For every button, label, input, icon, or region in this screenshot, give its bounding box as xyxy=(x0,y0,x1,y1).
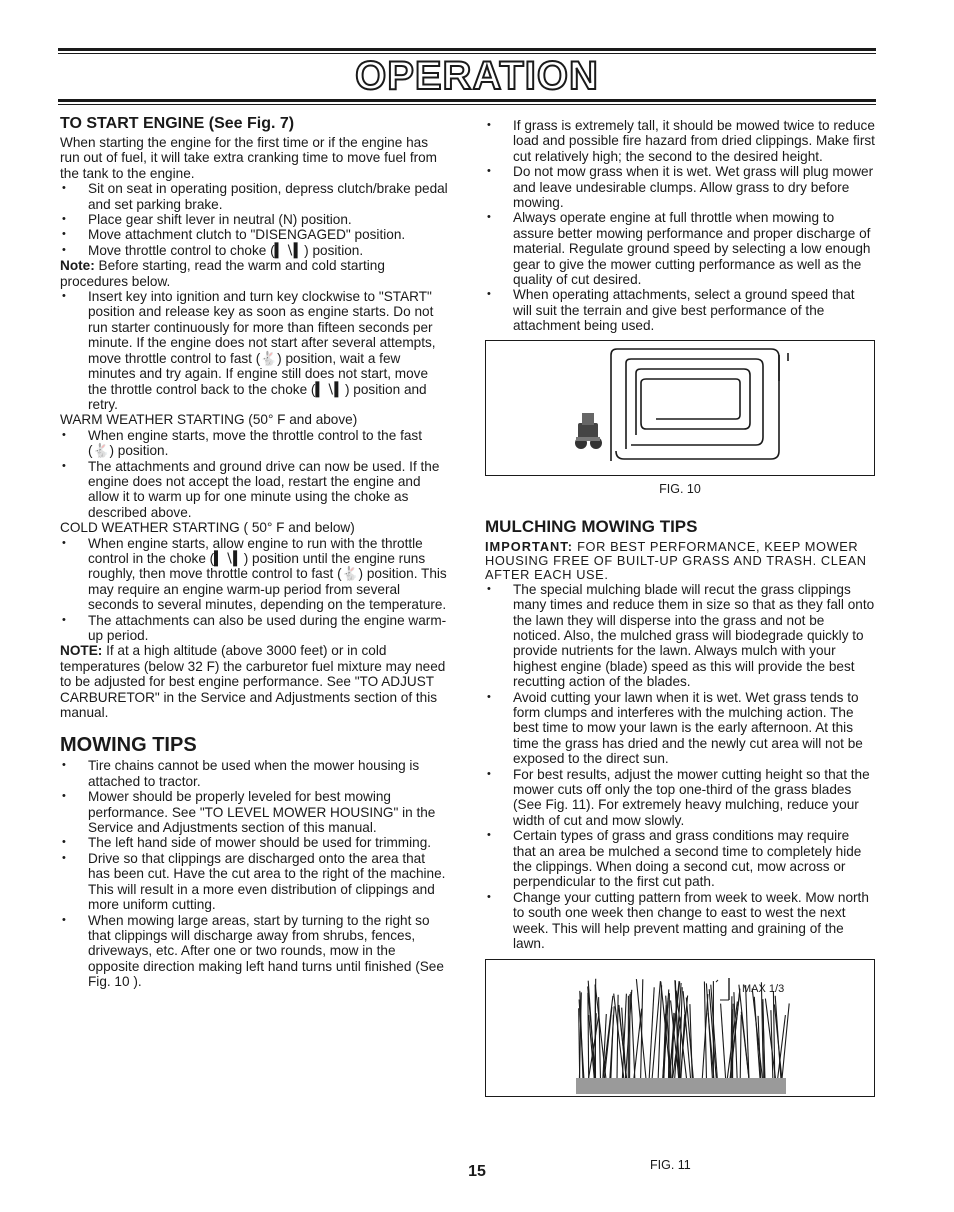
warm-weather-heading: WARM WEATHER STARTING (50° F and above) xyxy=(60,412,358,428)
grass-blade xyxy=(588,993,589,1080)
important-label: IMPORTANT: xyxy=(485,538,573,554)
mulching-heading: MULCHING MOWING TIPS xyxy=(485,516,698,536)
fig11-caption: FIG. 11 xyxy=(650,1158,691,1172)
list-item: • Change your cutting pattern from week to week. Mow north to south one week then change to east to west the next week. This will help prevent matting and graining of the lawn. xyxy=(485,890,875,952)
list-item: • Sit on seat in operating position, depress clutch/brake pedal and set parking brake. xyxy=(60,181,448,212)
note-text: If at a high altitude (above 3000 feet) or in cold temperatures (below 32 F) the carburetor fuel mixture may need to be adjusted for best engine performance. See "TO ADJUST CARBURETOR" in the Service and Adjustments section of this manual. xyxy=(60,643,446,721)
list-item: • For best results, adjust the mower cutting height so that the mower cuts off only the top one-third of the grass blades (See Fig. 11). For extremely heavy mulching, reduce your width of cut and mow slowly. xyxy=(485,767,875,829)
tractor-icon xyxy=(575,413,602,449)
start-engine-heading: TO START ENGINE (See Fig. 7) xyxy=(60,115,295,132)
list-item: • Move attachment clutch to "DISENGAGED" position. xyxy=(60,227,448,242)
grass-blade xyxy=(740,1015,741,1080)
note-label: Note: xyxy=(60,258,95,274)
list-item: • The attachments and ground drive can now be used. If the engine does not accept the load, restart the engine and allow it to warm up for one minute using the choke as described above. xyxy=(60,459,448,521)
list-item: • The left hand side of mower should be used for trimming. xyxy=(60,835,448,850)
list-item: • Tire chains cannot be used when the mower housing is attached to tractor. xyxy=(60,758,448,789)
key-steps-list xyxy=(60,289,448,412)
start-steps-list xyxy=(60,181,448,258)
header-rule-bottom-thin xyxy=(58,104,876,105)
important-text: FOR BEST PERFORMANCE, KEEP MOWER HOUSING FREE OF BUILT-UP GRASS AND TRASH. CLEAN AFTER EACH USE. xyxy=(485,538,867,582)
warm-steps-list xyxy=(60,428,448,520)
list-item: • When engine starts, allow engine to run with the throttle control in the choke (▍∖▍) position until the engine runs roughly, then move throttle control to fast (🐇) position. This may require an engine warm-up period from several seconds to several minutes, depending on the temperature. xyxy=(60,536,448,613)
start-engine-intro: When starting the engine for the first time or if the engine has run out of fuel, it will take extra cranking time to move fuel from the tank to the engine. xyxy=(60,135,438,181)
cold-weather-heading: COLD WEATHER STARTING ( 50° F and below) xyxy=(60,520,355,536)
grass-illustration xyxy=(486,960,874,1096)
grass-blade xyxy=(752,989,762,1080)
list-item: • Place gear shift lever in neutral (N) position. xyxy=(60,212,448,227)
mulching-tips-list xyxy=(485,582,875,952)
mowing-tips-heading: MOWING TIPS xyxy=(60,734,197,757)
mowing-pattern-diagram xyxy=(486,341,874,475)
mowing-tips-list xyxy=(60,758,448,989)
grass-blade xyxy=(617,995,618,1080)
grass-blade xyxy=(599,998,601,1081)
left-column xyxy=(60,114,448,990)
list-item: • When operating attachments, select a ground speed that will suit the terrain and give best performance of the attachment being used. xyxy=(485,287,875,333)
grass-blade xyxy=(631,993,635,1081)
grass-blade xyxy=(721,1004,726,1080)
grass-blade xyxy=(704,982,706,1081)
list-item: • Certain types of grass and grass conditions may require that an area be mulched a second time to completely hide the clippings. When doing a second cut, mow across or perpendicular to the first cut path. xyxy=(485,828,875,890)
right-column xyxy=(485,118,875,1097)
list-item: • Always operate engine at full throttle when mowing to assure better mowing performance and proper discharge of material. Regulate ground speed by selecting a low enough gear to give the mower cutting performance as well as the quality of cut desired. xyxy=(485,210,875,287)
cold-steps-list xyxy=(60,536,448,644)
list-item: • The special mulching blade will recut the grass clippings many times and reduce them in size so that as they fall onto the lawn they will disperse into the grass and not be noticed. Also, the mulched grass will biodegrade quickly to provide nutrients for the lawn. Always mulch with your highest engine (blade) speed as this will provide the best recutting action of the blades. xyxy=(485,582,875,690)
grass-blade xyxy=(579,1009,580,1081)
mowing-tips-continued-list xyxy=(485,118,875,334)
max-one-third-label: MAX 1/3 xyxy=(742,983,785,996)
note-label: NOTE: xyxy=(60,643,103,659)
start-note xyxy=(60,258,448,289)
header-rule-top xyxy=(58,48,876,51)
list-item: • When mowing large areas, start by turning to the right so that clippings will discharge away from shrubs, fences, driveways, etc. After one or two rounds, mow in the opposite direction making left hand turns until finished (See Fig. 10 ). xyxy=(60,913,448,990)
list-item: • If grass is extremely tall, it should be mowed twice to reduce load and possible fire hazard from dried clippings. Make first cut relatively high; the second to the desired height. xyxy=(485,118,875,164)
grass-blade xyxy=(774,1005,782,1081)
grass-blade xyxy=(664,1014,666,1080)
note-text: Before starting, read the warm and cold starting procedures below. xyxy=(60,258,385,289)
fig10-caption: FIG. 10 xyxy=(659,481,701,496)
list-item: • Avoid cutting your lawn when it is wet. Wet grass tends to form clumps and interferes with the mulching action. The best time to mow your lawn is the early afternoon. At this time the grass has dried and the newly cut area will not be exposed to the direct sun. xyxy=(485,690,875,767)
page-number: 15 xyxy=(468,1163,486,1180)
fig11-grass-height xyxy=(485,959,875,1097)
fig10-mowing-pattern xyxy=(485,340,875,476)
mulching-important xyxy=(485,540,875,582)
list-item: • Drive so that clippings are discharged onto the area that has been cut. Have the cut area to the right of the machine. This will result in a more even distribution of clippings and more uniform cutting. xyxy=(60,851,448,913)
page-title: OPERATION xyxy=(355,54,599,98)
list-item: • Mower should be properly leveled for best mowing performance. See "TO LEVEL MOWER HOUSING" in the Service and Adjustments section of this manual. xyxy=(60,789,448,835)
list-item: • Do not mow grass when it is wet. Wet grass will plug mower and leave undesirable clumps. Allow grass to dry before mowing. xyxy=(485,164,875,210)
list-item: • When engine starts, move the throttle control to the fast (🐇) position. xyxy=(60,428,448,459)
list-item: • The attachments can also be used during the engine warm-up period. xyxy=(60,613,448,644)
list-item: • Insert key into ignition and turn key clockwise to "START" position and release key as soon as engine starts. Do not run starter continuously for more than fifteen seconds per minute. If the engine does not start after several attempts, move throttle control to fast (🐇) position, wait a few minutes and try again. If engine still does not start, move the throttle control back to the choke (▍∖▍) position and retry. xyxy=(60,289,448,412)
header-rule-bottom xyxy=(58,99,876,102)
altitude-note xyxy=(60,643,448,720)
grass-blade xyxy=(782,1004,789,1081)
grass-blade xyxy=(611,1015,614,1080)
list-item: • Move throttle control to choke (▍∖▍) position. xyxy=(60,243,448,258)
